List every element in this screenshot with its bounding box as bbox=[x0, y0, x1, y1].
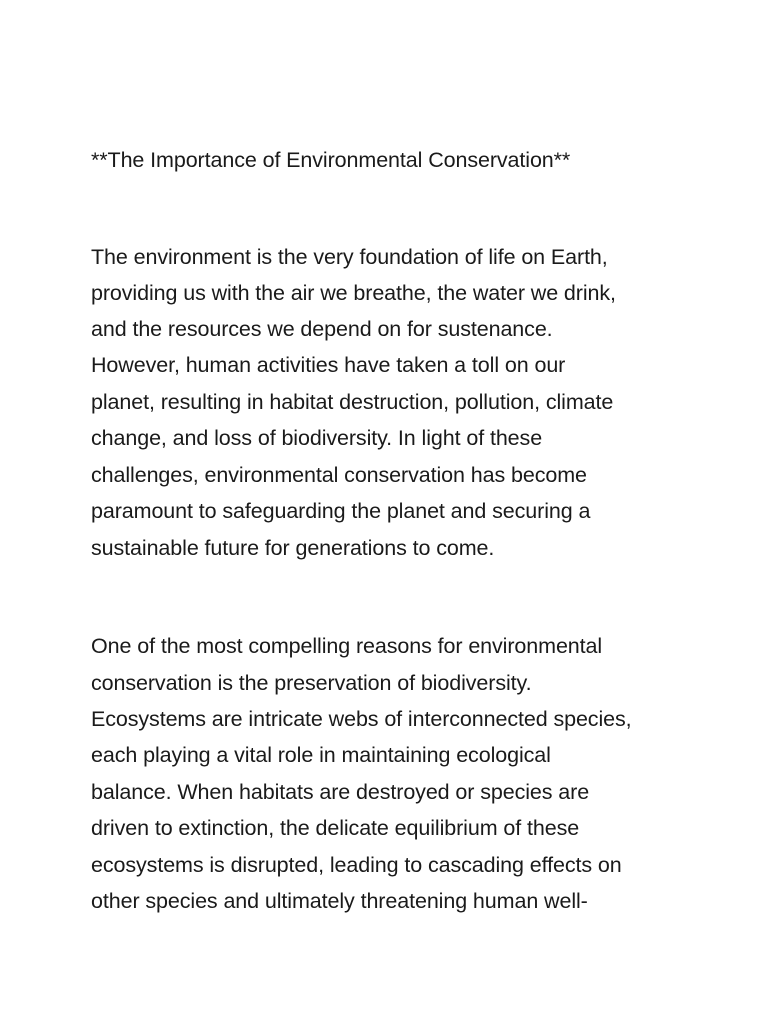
paragraph-line: However, human activities have taken a toll on our bbox=[91, 353, 566, 377]
paragraph-line: planet, resulting in habitat destruction, pollution, climate bbox=[91, 390, 614, 414]
paragraph-line: Ecosystems are intricate webs of interconnected species, bbox=[91, 707, 632, 731]
paragraph-line: The environment is the very foundation of life on Earth, bbox=[91, 245, 608, 269]
paragraph-line: paramount to safeguarding the planet and securing a bbox=[91, 499, 591, 523]
paragraph-line: driven to extinction, the delicate equilibrium of these bbox=[91, 816, 580, 840]
paragraph-line: and the resources we depend on for sustenance. bbox=[91, 317, 553, 341]
paragraph-line: ecosystems is disrupted, leading to cascading effects on bbox=[91, 853, 622, 877]
paragraph-line: change, and loss of biodiversity. In light of these bbox=[91, 426, 543, 450]
document-title: **The Importance of Environmental Conservation** bbox=[91, 148, 571, 172]
paragraph-line: other species and ultimately threatening human well- bbox=[91, 889, 588, 913]
paragraph-line: providing us with the air we breathe, the water we drink, bbox=[91, 281, 616, 305]
paragraph-line: One of the most compelling reasons for environmental bbox=[91, 634, 603, 658]
paragraph-line: balance. When habitats are destroyed or species are bbox=[91, 780, 590, 804]
paragraph-line: challenges, environmental conservation has become bbox=[91, 463, 587, 487]
paragraph-line: sustainable future for generations to come. bbox=[91, 536, 495, 560]
paragraph-line: each playing a vital role in maintaining ecological bbox=[91, 743, 551, 767]
paragraph-line: conservation is the preservation of biodiversity. bbox=[91, 671, 532, 695]
